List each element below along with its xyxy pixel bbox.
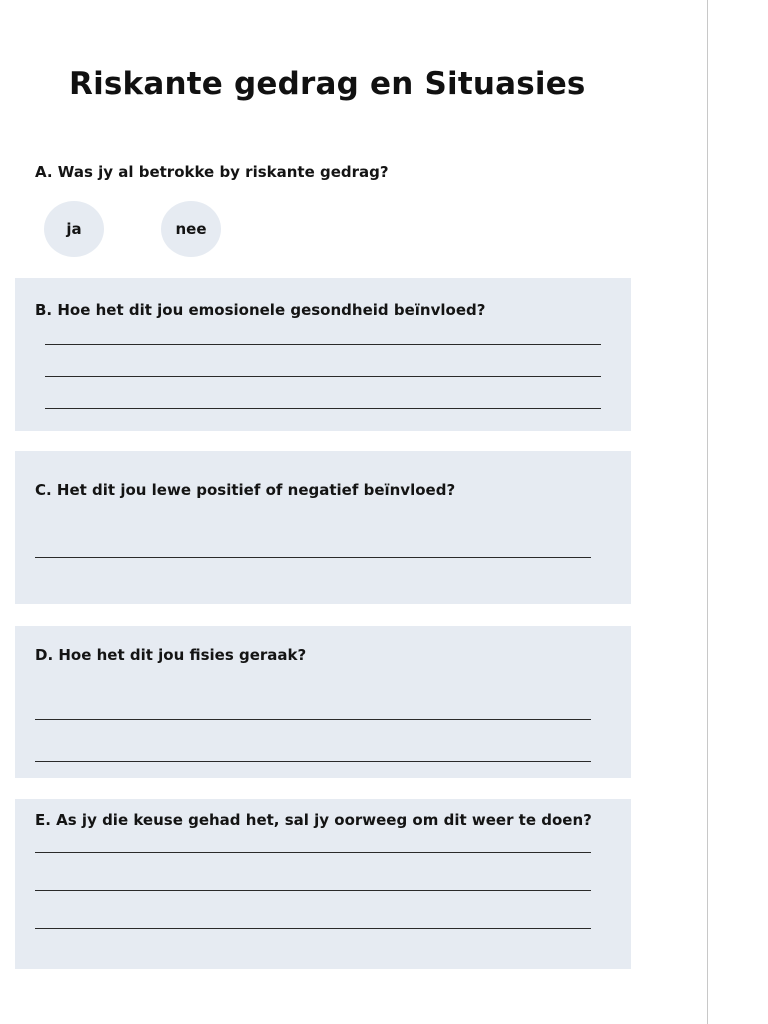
option-nee-button[interactable]: nee bbox=[161, 201, 221, 257]
answer-line-b-1 bbox=[45, 344, 601, 345]
section-d-panel bbox=[15, 626, 631, 778]
section-c-panel bbox=[15, 451, 631, 604]
answer-line-e-2 bbox=[35, 890, 591, 891]
question-a: A. Was jy al betrokke by riskante gedrag? bbox=[35, 163, 389, 181]
answer-field-b-2[interactable] bbox=[45, 361, 601, 375]
answer-line-e-1 bbox=[35, 852, 591, 853]
page-edge-divider bbox=[707, 0, 708, 1024]
answer-line-e-3 bbox=[35, 928, 591, 929]
question-d: D. Hoe het dit jou fisies geraak? bbox=[35, 646, 307, 664]
answer-field-e-3[interactable] bbox=[35, 913, 591, 927]
question-b: B. Hoe het dit jou emosionele gesondheid beïnvloed? bbox=[35, 301, 486, 319]
option-ja-button[interactable]: ja bbox=[44, 201, 104, 257]
answer-field-e-2[interactable] bbox=[35, 875, 591, 889]
section-b-panel bbox=[15, 278, 631, 431]
answer-field-d-2[interactable] bbox=[35, 746, 591, 760]
answer-field-b-3[interactable] bbox=[45, 393, 601, 407]
answer-line-d-1 bbox=[35, 719, 591, 720]
question-c: C. Het dit jou lewe positief of negatief beïnvloed? bbox=[35, 481, 456, 499]
answer-field-e-1[interactable] bbox=[35, 837, 591, 851]
worksheet-title: Riskante gedrag en Situasies bbox=[69, 66, 586, 102]
section-e-panel bbox=[15, 799, 631, 969]
answer-field-b-1[interactable] bbox=[45, 329, 601, 343]
answer-line-c-1 bbox=[35, 557, 591, 558]
answer-line-d-2 bbox=[35, 761, 591, 762]
answer-line-b-3 bbox=[45, 408, 601, 409]
answer-field-d-1[interactable] bbox=[35, 704, 591, 718]
answer-line-b-2 bbox=[45, 376, 601, 377]
answer-field-c-1[interactable] bbox=[35, 542, 591, 556]
question-e: E. As jy die keuse gehad het, sal jy oorweeg om dit weer te doen? bbox=[35, 811, 592, 829]
